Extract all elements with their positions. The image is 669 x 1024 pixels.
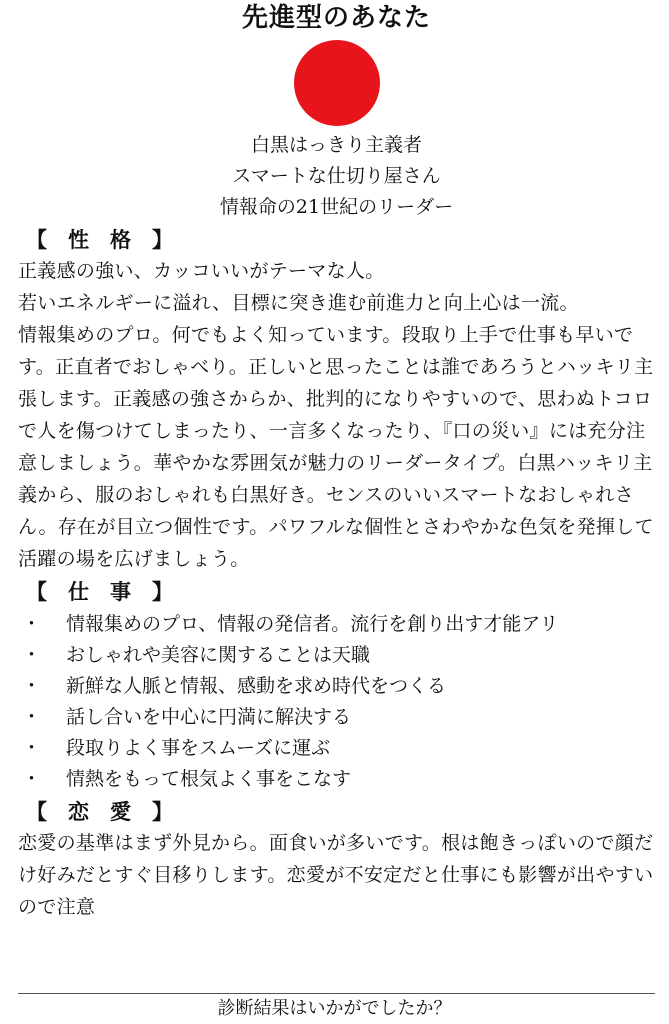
list-item xyxy=(18,609,655,640)
list-item-text: 話し合いを中心に円満に解決する xyxy=(66,706,352,728)
love-heading: 【 恋 愛 】 xyxy=(26,799,173,824)
work-heading: 【 仕 事 】 xyxy=(26,579,173,604)
bullet-dot: ・ xyxy=(22,613,42,635)
list-item-text: 段取りよく事をスムーズに運ぶ xyxy=(66,737,331,759)
list-item-text: おしゃれや美容に関することは天職 xyxy=(66,644,371,666)
page-title: 先進型のあなた xyxy=(241,3,431,33)
tagline: 白黒はっきり主義者 xyxy=(250,134,422,156)
bullet-dot: ・ xyxy=(22,675,42,697)
bullet-dot: ・ xyxy=(22,768,42,790)
bullet-dot: ・ xyxy=(22,644,42,666)
personality-heading: 【 性 格 】 xyxy=(26,227,173,252)
list-item xyxy=(18,702,655,733)
list-item-text: 情報集めのプロ、情報の発信者。流行を創り出す才能アリ xyxy=(66,613,559,635)
list-item xyxy=(18,640,655,671)
personality-paragraph: 若いエネルギーに溢れ、目標に突き進む前進力と向上心は一流。 xyxy=(18,292,579,314)
list-item xyxy=(18,764,655,795)
bullet-dot: ・ xyxy=(22,706,42,728)
list-item-text: 新鮮な人脈と情報、感動を求め時代をつくる xyxy=(66,675,447,697)
footer-divider xyxy=(18,993,655,994)
list-item xyxy=(18,671,655,702)
work-list xyxy=(18,609,655,795)
love-paragraph: 恋愛の基準はまず外見から。面食いが多いです。根は飽きっぽいので顔だけ好みだとすぐ目移りします。恋愛が不安定だと仕事にも影響が出やすいので注意 xyxy=(18,832,654,918)
personality-paragraph: 正義感の強い、カッコいいがテーマな人。 xyxy=(18,260,385,282)
tagline: 情報命の21世紀のリーダー xyxy=(219,196,454,218)
list-item-text: 情熱をもって根気よく事をこなす xyxy=(66,768,352,790)
red-sun-circle xyxy=(294,40,380,126)
bullet-dot: ・ xyxy=(22,737,42,759)
list-item xyxy=(18,733,655,764)
taglines xyxy=(18,130,655,223)
personality-paragraph: 情報集めのプロ。何でもよく知っています。段取り上手で仕事も早いです。正直者でおしゃべり。正しいと思ったことは誰であろうとハッキリ主張します。正義感の強さからか、批判的になりやすいので、思わぬトコロで人を傷つけてしまったり、一言多くなったり、『口の災い』には充分注意しましょう。華やかな雰囲気が魅力のリーダータイプ。白黒ハッキリ主義から、服のおしゃれも白黒好き。センスのいいスマートなおしゃれさん。存在が目立つ個性です。パワフルな個性とさわやかな色気を発揮して活躍の場を広げましょう。 xyxy=(18,324,654,570)
footer-question: 診断結果はいかがでしたか？ xyxy=(217,998,452,1019)
tagline: スマートな仕切り屋さん xyxy=(232,165,441,187)
